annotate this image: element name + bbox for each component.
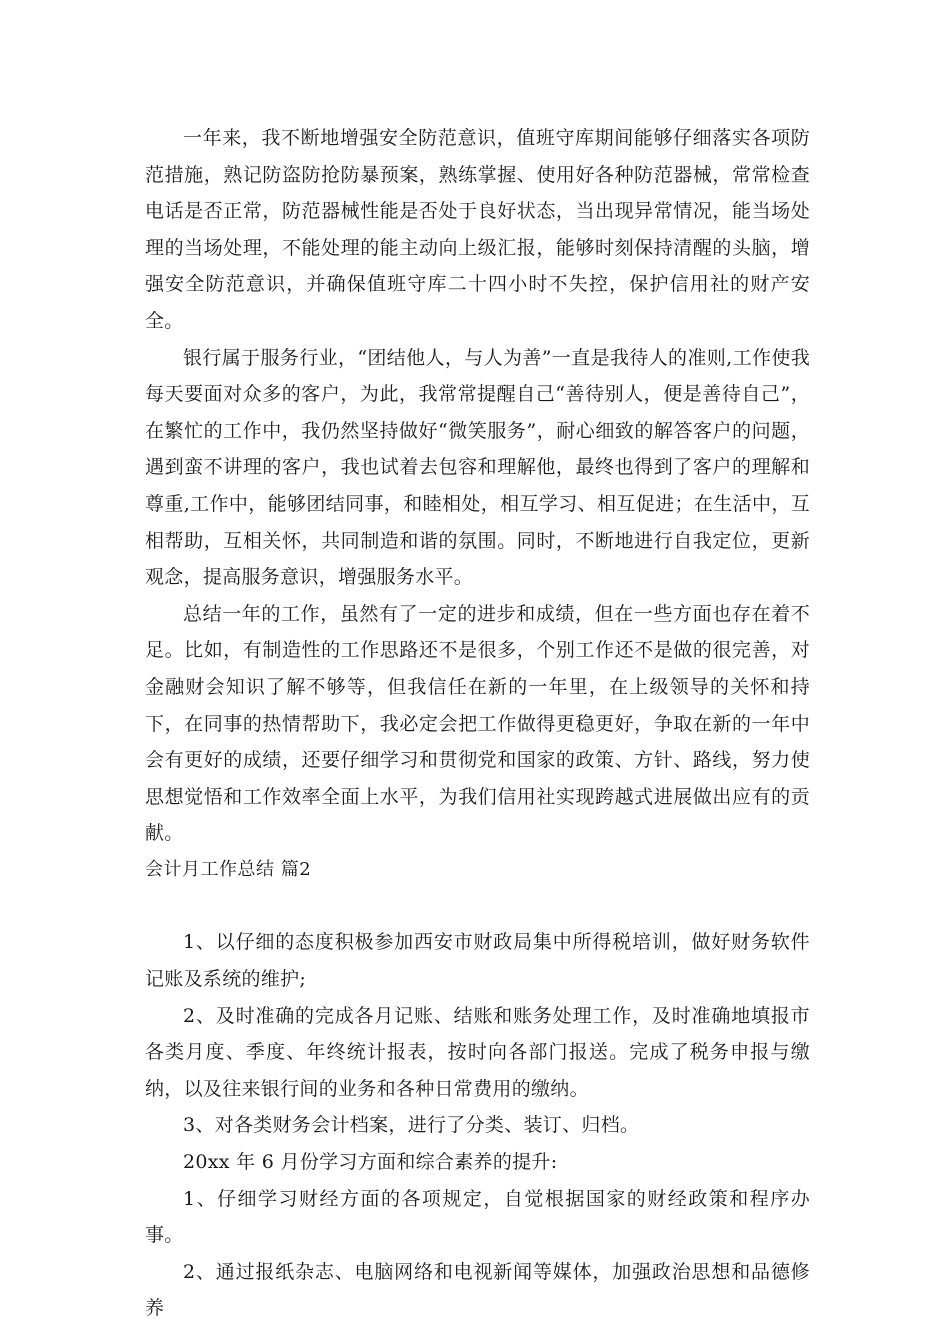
list-item-media-study: 2、通过报纸杂志、电脑网络和电视新闻等媒体，加强政治思想和品德修养 [145, 1260, 810, 1320]
section-heading: 会计月工作总结 篇2 [145, 858, 312, 880]
paragraph-security-awareness: 一年来，我不断地增强安全防范意识，值班守库期间能够仔细落实各项防范措施，熟记防盗防抢防暴预案，熟练掌握、使用好各种防范器械，常常检查电话是否正常，防范器械性能是否处于良好状态，当出现异常情况，能当场处理的当场处理，不能处理的能主动向上级汇报，能够时刻保持清醒的头脑，增强安全防范意识，并确保值班守库二十四小时不失控，保护信用社的财产安全。 [145, 127, 810, 332]
subheading-june-study: 20xx 年 6 月份学习方面和综合素养的提升: [183, 1151, 558, 1174]
list-item-bookkeeping: 2、及时准确的完成各月记账、结账和账务处理工作，及时准确地填报市各类月度、季度、年终统计报表，按时向各部门报送。完成了税务申报与缴纳，以及往来银行间的业务和各种日常费用的缴纳。 [145, 1004, 810, 1100]
paragraph-year-summary: 总结一年的工作，虽然有了一定的进步和成绩，但在一些方面也存在着不足。比如，有制造性的工作思路还不是很多，个别工作还不是做的很完善，对金融财会知识了解不够等，但我信任在新的一年里，在上级领导的关怀和持下，在同事的热情帮助下，我必定会把工作做得更稳更好，争取在新的一年中会有更好的成绩，还要仔细学习和贯彻党和国家的政策、方针、路线，努力使思想觉悟和工作效率全面上水平，为我们信用社实现跨越式进展做出应有的贡献。 [145, 602, 810, 845]
document-page [145, 120, 810, 1327]
list-item-tax-training: 1、以仔细的态度积极参加西安市财政局集中所得税培训，做好财务软件记账及系统的维护; [145, 931, 810, 991]
list-item-regulations: 1、仔细学习财经方面的各项规定，自觉根据国家的财经政策和程序办事。 [145, 1187, 810, 1247]
section-spacer [145, 888, 810, 924]
paragraph-customer-service: 银行属于服务行业，“团结他人，与人为善”一直是我待人的准则,工作使我每天要面对众多的客户，为此，我常常提醒自己“善待别人，便是善待自己”，在繁忙的工作中，我仍然坚持做好“微笑服务”，耐心细致的解答客户的问题，遇到蛮不讲理的客户，我也试着去包容和理解他，最终也得到了客户的理解和尊重,工作中，能够团结同事，和睦相处，相互学习、相互促进；在生活中，互相帮助，互相关怀，共同制造和谐的氛围。同时，不断地进行自我定位，更新观念，提高服务意识，增强服务水平。 [145, 346, 810, 589]
list-item-archives: 3、对各类财务会计档案，进行了分类、装订、归档。 [183, 1114, 640, 1137]
